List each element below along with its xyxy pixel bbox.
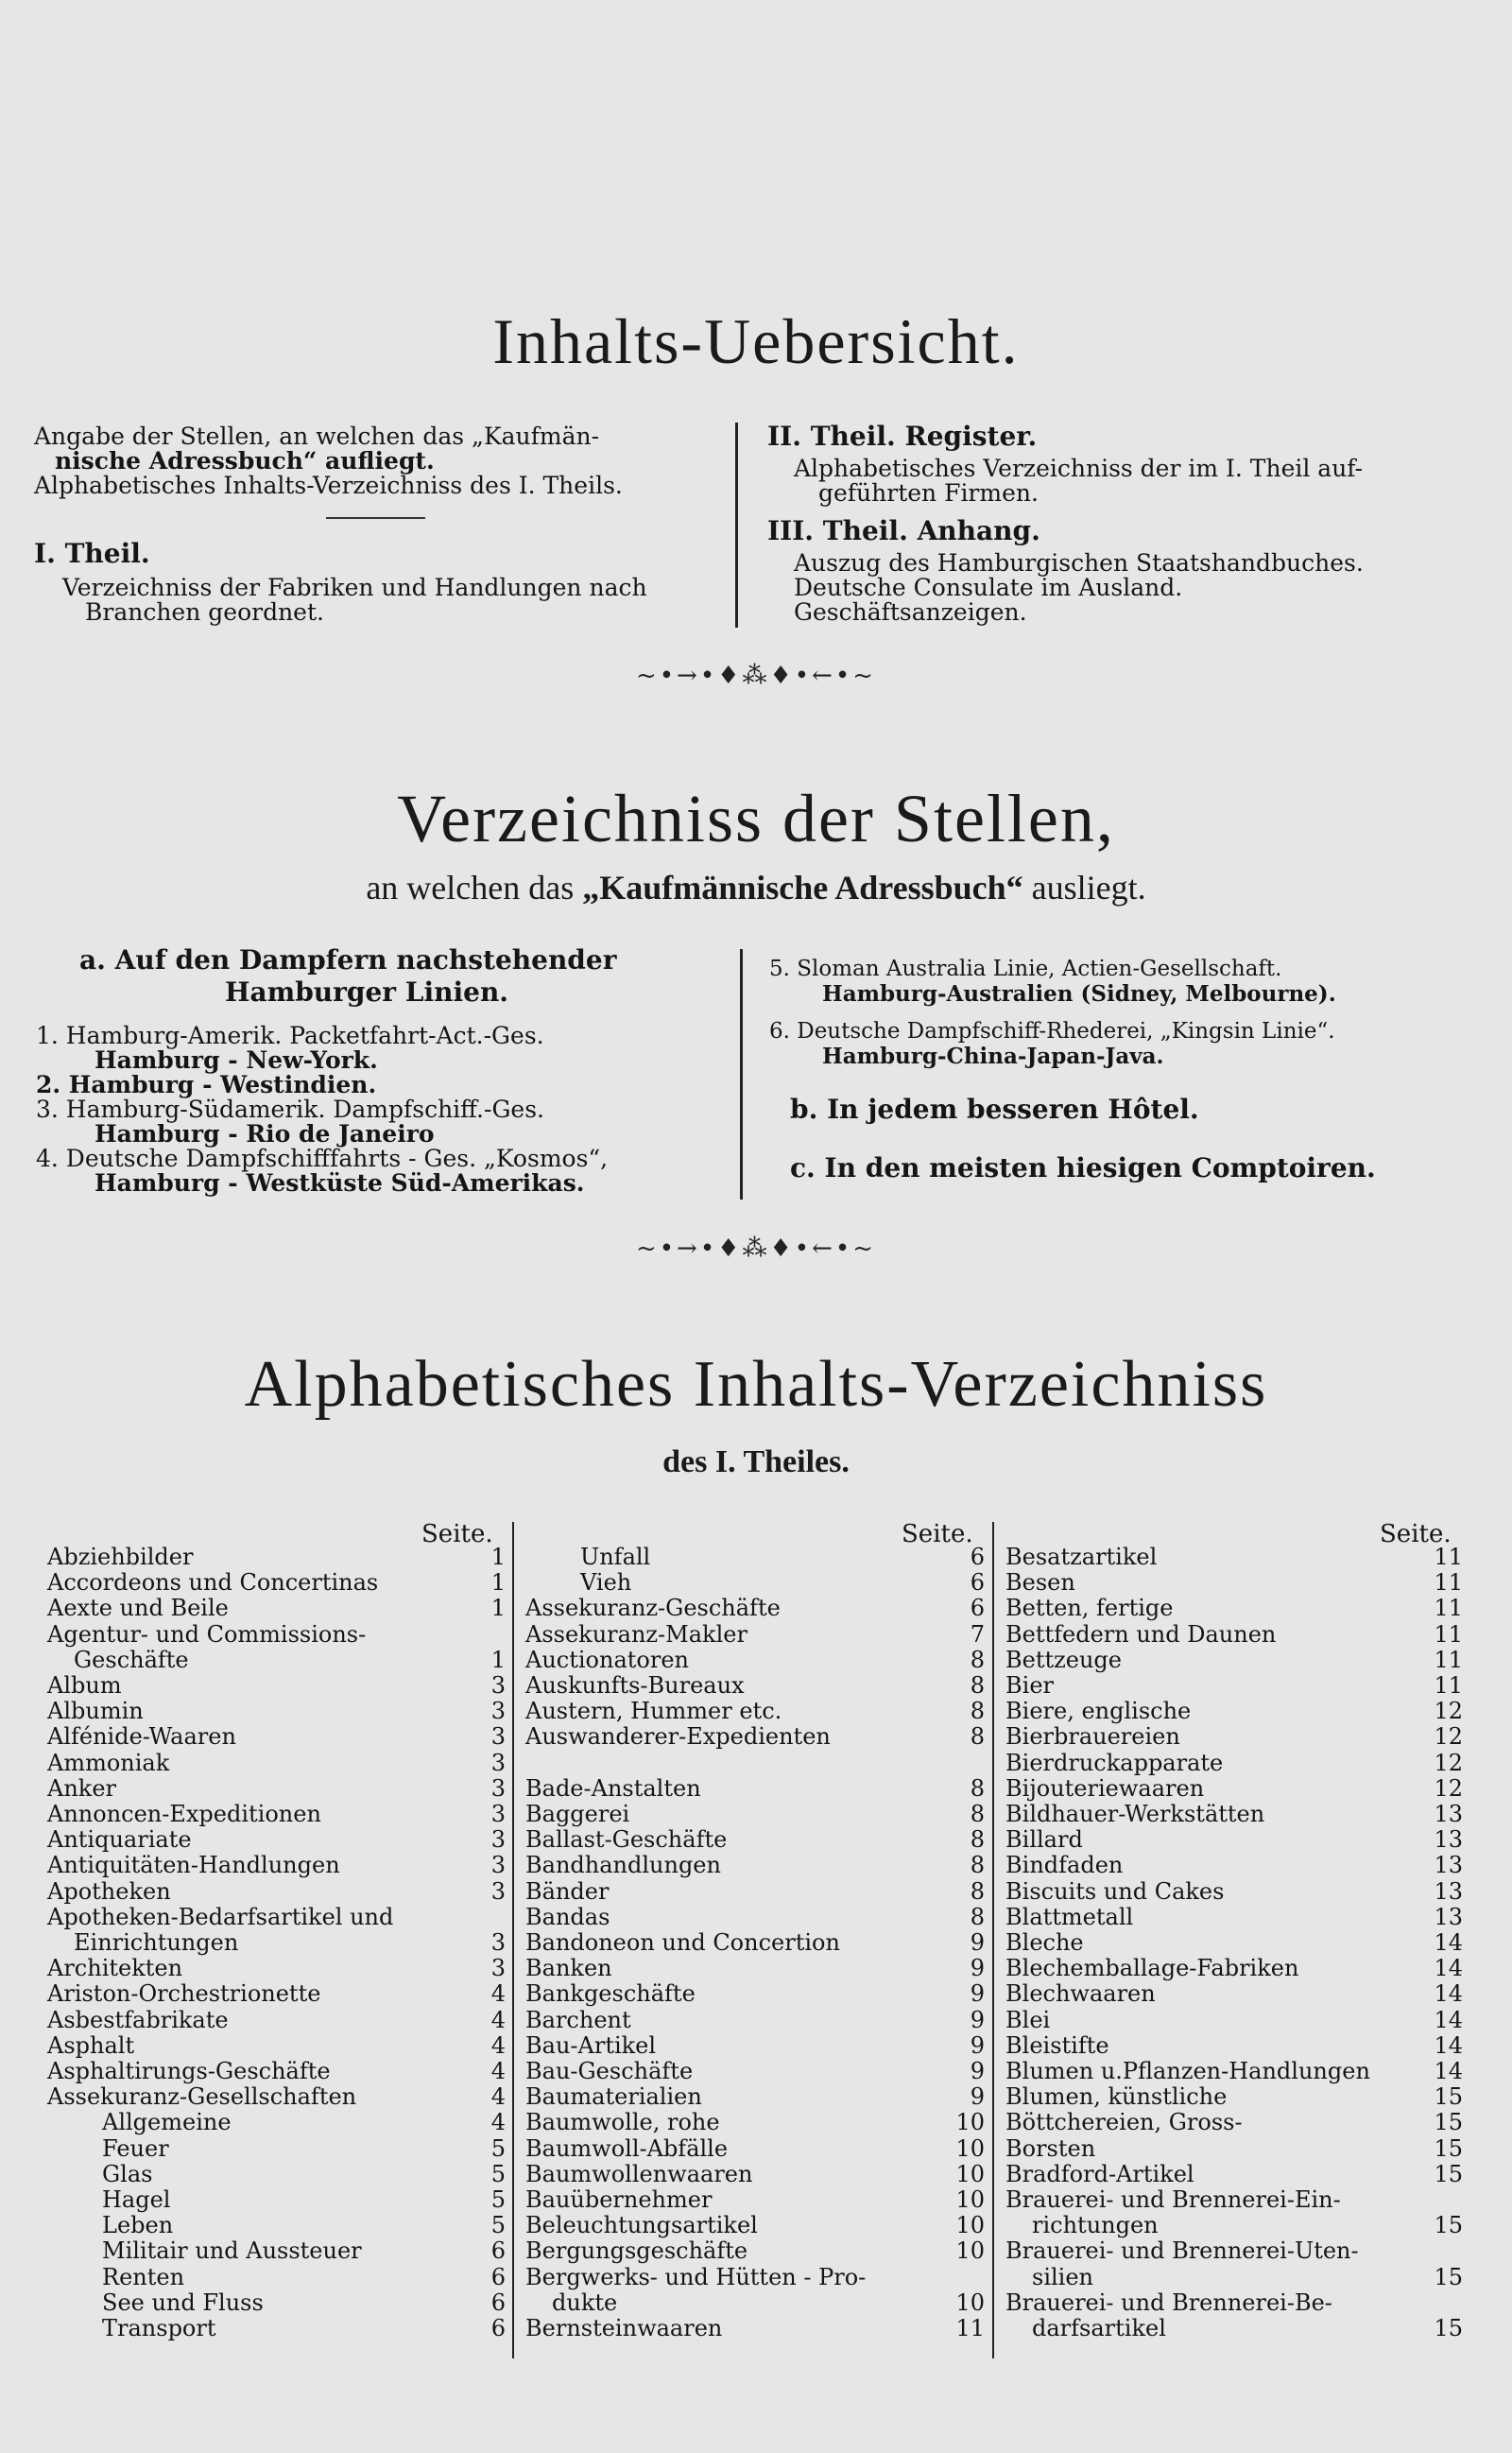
index-page-number: 9 <box>970 2058 985 2084</box>
index-page-number: 5 <box>490 2135 506 2162</box>
index-page-number: 14 <box>1434 1980 1463 2007</box>
teil2-desc-1: Alphabetisches Verzeichniss der im I. Theil auf- <box>794 455 1364 482</box>
index-entry: Anker <box>47 1775 117 1802</box>
index-entry: Barchent <box>525 2007 631 2033</box>
index-entry: Ammoniak <box>47 1750 170 1776</box>
index-page-number: 3 <box>490 1775 506 1802</box>
index-entry: dukte <box>552 2289 618 2316</box>
teil3-desc-1: Auszug des Hamburgischen Staatshandbuches. <box>794 549 1364 577</box>
index-page-number: 7 <box>970 1621 985 1648</box>
index-entry: Glas <box>102 2161 153 2187</box>
index-page-number: 15 <box>1434 2161 1463 2187</box>
column-rule <box>512 1522 514 2358</box>
index-entry: Baumaterialien <box>525 2083 702 2110</box>
index-page-number: 6 <box>970 1544 985 1570</box>
seite-header: Seite. <box>421 1520 493 1548</box>
index-page-number: 3 <box>490 1826 506 1853</box>
index-page-number: 3 <box>490 1955 506 1981</box>
ueb-left-line3: Alphabetisches Inhalts-Verzeichniss des I. Theils. <box>34 472 623 499</box>
index-page-number: 1 <box>490 1544 506 1570</box>
index-page-number: 10 <box>955 2109 985 2135</box>
index-page-number: 3 <box>490 1852 506 1878</box>
seite-header: Seite. <box>902 1520 973 1548</box>
ornament-divider: ~•→•♦⁂♦•←•~ <box>635 662 877 690</box>
index-entry: Baggerei <box>525 1801 630 1827</box>
index-entry: Ballast-Geschäfte <box>525 1826 728 1853</box>
index-entry: Bleistifte <box>1005 2032 1109 2059</box>
index-entry: Billard <box>1005 1826 1083 1853</box>
index-entry: Renten <box>102 2264 185 2290</box>
index-page-number: 8 <box>970 1852 985 1878</box>
index-entry: Bandhandlungen <box>525 1852 721 1878</box>
index-entry: Baumwolle, rohe <box>525 2109 720 2135</box>
subtitle-bold: „Kaufmännische Adressbuch“ <box>582 869 1023 907</box>
index-page-number: 11 <box>1434 1672 1463 1699</box>
index-page-number: 8 <box>970 1801 985 1827</box>
index-entry: Feuer <box>102 2135 169 2162</box>
index-entry: Baumwoll-Abfälle <box>525 2135 729 2162</box>
stellen-item: Hamburg-Australien (Sidney, Melbourne). <box>822 981 1336 1007</box>
index-page-number: 3 <box>490 1672 506 1699</box>
index-entry: Alfénide-Waaren <box>47 1723 236 1750</box>
index-page-number: 10 <box>955 2135 985 2162</box>
index-page-number: 6 <box>490 2315 506 2341</box>
index-entry: Beleuchtungsartikel <box>525 2212 758 2238</box>
index-entry: Bandoneon und Concertion <box>525 1929 840 1956</box>
index-entry: Bernsteinwaaren <box>525 2315 723 2341</box>
index-page-number: 10 <box>955 2212 985 2238</box>
divider <box>326 517 425 519</box>
index-entry: Allgemeine <box>102 2109 232 2135</box>
stellen-subtitle <box>0 868 1512 907</box>
index-entry: Austern, Hummer etc. <box>525 1698 782 1724</box>
index-page-number: 5 <box>490 2161 506 2187</box>
index-page-number: 11 <box>955 2315 985 2341</box>
index-entry: Bergwerks- und Hütten - Pro- <box>525 2264 867 2290</box>
stellen-item: 1. Hamburg-Amerik. Packetfahrt-Act.-Ges. <box>36 1022 544 1049</box>
stellen-item: 2. Hamburg - Westindien. <box>36 1071 377 1098</box>
index-page-number: 4 <box>490 1980 506 2007</box>
index-entry: Blei <box>1005 2007 1051 2033</box>
index-entry: Blumen, künstliche <box>1005 2083 1228 2110</box>
index-page-number: 13 <box>1434 1904 1463 1930</box>
index-entry: See und Fluss <box>102 2289 264 2316</box>
index-page-number: 15 <box>1434 2083 1463 2110</box>
stellen-item: 6. Deutsche Dampfschiff-Rhederei, „Kingsin Linie“. <box>769 1019 1335 1044</box>
index-page-number: 8 <box>970 1878 985 1905</box>
index-page-number: 9 <box>970 2007 985 2033</box>
index-entry: Leben <box>102 2212 174 2238</box>
index-page-number: 14 <box>1434 1929 1463 1956</box>
index-page-number: 3 <box>490 1929 506 1956</box>
index-page-number: 11 <box>1434 1595 1463 1621</box>
index-entry: Auswanderer-Expedienten <box>525 1723 831 1750</box>
index-entry: Geschäfte <box>74 1647 189 1673</box>
index-entry: Asphaltirungs-Geschäfte <box>47 2058 331 2084</box>
index-entry: Brauerei- und Brennerei-Uten- <box>1005 2237 1359 2264</box>
index-page-number: 4 <box>490 2007 506 2033</box>
index-entry: Bettfedern und Daunen <box>1005 1621 1277 1648</box>
index-page-number: 3 <box>490 1698 506 1724</box>
index-page-number: 15 <box>1434 2135 1463 2162</box>
index-entry: Asbestfabrikate <box>47 2007 229 2033</box>
index-page-number: 13 <box>1434 1801 1463 1827</box>
index-entry: Auskunfts-Bureaux <box>525 1672 745 1699</box>
index-entry: Bleche <box>1005 1929 1084 1956</box>
index-entry: Blechemballage-Fabriken <box>1005 1955 1299 1981</box>
index-page-number: 8 <box>970 1647 985 1673</box>
ueb-left-line1: Angabe der Stellen, an welchen das „Kaufmän- <box>34 423 600 450</box>
index-entry: Accordeons und Concertinas <box>47 1569 379 1596</box>
index-entry: Bauübernehmer <box>525 2186 713 2213</box>
index-page-number: 1 <box>490 1569 506 1596</box>
index-entry: Blumen u.Pflanzen-Handlungen <box>1005 2058 1370 2084</box>
index-entry: Asphalt <box>47 2032 135 2059</box>
index-page-number: 11 <box>1434 1621 1463 1648</box>
index-page-number: 11 <box>1434 1544 1463 1570</box>
teil1-desc-1: Verzeichniss der Fabriken und Handlungen nach <box>62 574 647 601</box>
index-entry: Unfall <box>580 1544 651 1570</box>
index-entry: Brauerei- und Brennerei-Be- <box>1005 2289 1332 2316</box>
index-entry: Betten, fertige <box>1005 1595 1174 1621</box>
index-entry: Bergungsgeschäfte <box>525 2237 748 2264</box>
index-page-number: 12 <box>1434 1775 1463 1802</box>
index-entry: Bradford-Artikel <box>1005 2161 1194 2187</box>
stellen-item: Hamburg - Westküste Süd-Amerikas. <box>94 1169 585 1197</box>
index-page-number: 9 <box>970 1955 985 1981</box>
index-page-number: 6 <box>490 2237 506 2264</box>
index-page-number: 8 <box>970 1826 985 1853</box>
title-inhalts-uebersicht: Inhalts-Uebersicht. <box>492 305 1020 377</box>
alpha-subtitle: des I. Theiles. <box>662 1444 850 1479</box>
index-entry: Assekuranz-Makler <box>525 1621 747 1648</box>
stellen-a-heading-1: a. Auf den Dampfern nachstehender <box>79 944 617 976</box>
index-entry: Besatzartikel <box>1005 1544 1158 1570</box>
index-page-number: 14 <box>1434 1955 1463 1981</box>
column-rule <box>740 949 743 1200</box>
stellen-item: 4. Deutsche Dampfschifffahrts - Ges. „Kosmos“, <box>36 1145 609 1172</box>
title-alphabetisches-verzeichniss: Alphabetisches Inhalts-Verzeichniss <box>244 1348 1268 1421</box>
index-entry: Militair und Aussteuer <box>102 2237 362 2264</box>
seite-header: Seite. <box>1380 1520 1452 1548</box>
index-entry: Bänder <box>525 1878 610 1905</box>
index-entry: Antiquariate <box>47 1826 192 1853</box>
index-page-number: 13 <box>1434 1878 1463 1905</box>
title-verzeichniss-stellen: Verzeichniss der Stellen, <box>397 781 1115 856</box>
teil3-heading: III. Theil. Anhang. <box>767 515 1040 546</box>
subtitle-pre: an welchen das <box>366 869 583 907</box>
teil2-desc-2: geführten Firmen. <box>818 479 1039 507</box>
column-rule <box>992 1522 994 2358</box>
index-entry: Vieh <box>580 1569 632 1596</box>
teil1-desc-2: Branchen geordnet. <box>85 598 324 626</box>
index-page-number: 14 <box>1434 2007 1463 2033</box>
column-rule <box>735 423 738 628</box>
index-page-number: 15 <box>1434 2264 1463 2290</box>
index-entry: Hagel <box>102 2186 171 2213</box>
ueb-left-line2: nische Adressbuch“ aufliegt. <box>55 447 435 475</box>
index-entry: Assekuranz-Geschäfte <box>525 1595 781 1621</box>
index-entry: Bankgeschäfte <box>525 1980 696 2007</box>
index-page-number: 10 <box>955 2289 985 2316</box>
index-page-number: 10 <box>955 2186 985 2213</box>
index-page-number: 13 <box>1434 1852 1463 1878</box>
index-page-number: 10 <box>955 2161 985 2187</box>
index-entry: Abziehbilder <box>47 1544 194 1570</box>
teil3-desc-3: Geschäftsanzeigen. <box>794 598 1027 626</box>
index-entry: Bierbrauereien <box>1005 1723 1180 1750</box>
index-page-number: 9 <box>970 1980 985 2007</box>
index-entry: Borsten <box>1005 2135 1096 2162</box>
stellen-item: Hamburg - Rio de Janeiro <box>94 1120 435 1148</box>
stellen-c: c. In den meisten hiesigen Comptoiren. <box>790 1152 1376 1183</box>
index-entry: Assekuranz-Gesellschaften <box>47 2083 357 2110</box>
index-entry: Aexte und Beile <box>47 1595 229 1621</box>
index-page-number: 15 <box>1434 2315 1463 2341</box>
index-entry: Apotheken-Bedarfsartikel und <box>47 1904 394 1930</box>
index-page-number: 11 <box>1434 1647 1463 1673</box>
index-entry: Annoncen-Expeditionen <box>47 1801 321 1827</box>
index-page-number: 12 <box>1434 1750 1463 1776</box>
index-page-number: 10 <box>955 2237 985 2264</box>
index-entry: Böttchereien, Gross- <box>1005 2109 1243 2135</box>
ornament-divider: ~•→•♦⁂♦•←•~ <box>635 1235 877 1263</box>
index-entry: Biere, englische <box>1005 1698 1192 1724</box>
index-page-number: 3 <box>490 1750 506 1776</box>
index-page-number: 8 <box>970 1698 985 1724</box>
index-page-number: 4 <box>490 2083 506 2110</box>
index-entry: Bindfaden <box>1005 1852 1124 1878</box>
index-page-number: 9 <box>970 2083 985 2110</box>
index-entry: Brauerei- und Brennerei-Ein- <box>1005 2186 1341 2213</box>
index-page-number: 12 <box>1434 1723 1463 1750</box>
index-page-number: 1 <box>490 1595 506 1621</box>
teil2-heading: II. Theil. Register. <box>767 421 1038 452</box>
index-page-number: 6 <box>490 2264 506 2290</box>
index-page-number: 3 <box>490 1801 506 1827</box>
stellen-item: Hamburg-China-Japan-Java. <box>822 1044 1164 1069</box>
teil3-desc-2: Deutsche Consulate im Ausland. <box>794 574 1183 601</box>
index-entry: Bier <box>1005 1672 1054 1699</box>
teil1-heading: I. Theil. <box>34 538 150 569</box>
index-entry: Einrichtungen <box>74 1929 239 1956</box>
index-entry: Bau-Artikel <box>525 2032 657 2059</box>
index-entry: Apotheken <box>47 1878 171 1905</box>
index-entry: Agentur- und Commissions- <box>47 1621 367 1648</box>
index-entry: Baumwollenwaaren <box>525 2161 753 2187</box>
index-page-number: 3 <box>490 1723 506 1750</box>
index-page-number: 14 <box>1434 2058 1463 2084</box>
index-page-number: 4 <box>490 2058 506 2084</box>
index-page-number: 9 <box>970 2032 985 2059</box>
index-page-number: 8 <box>970 1904 985 1930</box>
index-page-number: 8 <box>970 1672 985 1699</box>
index-entry: Bierdruckapparate <box>1005 1750 1224 1776</box>
stellen-item: 3. Hamburg-Südamerik. Dampfschiff.-Ges. <box>36 1096 544 1123</box>
index-page-number: 15 <box>1434 2109 1463 2135</box>
index-page-number: 6 <box>970 1595 985 1621</box>
index-entry: Auctionatoren <box>525 1647 689 1673</box>
index-page-number: 4 <box>490 2109 506 2135</box>
index-entry: Banken <box>525 1955 612 1981</box>
index-page-number: 13 <box>1434 1826 1463 1853</box>
index-entry: Architekten <box>47 1955 183 1981</box>
index-entry: Bettzeuge <box>1005 1647 1122 1673</box>
stellen-b: b. In jedem besseren Hôtel. <box>790 1094 1199 1125</box>
index-entry: Transport <box>102 2315 216 2341</box>
index-entry: Blechwaaren <box>1005 1980 1156 2007</box>
stellen-item: 5. Sloman Australia Linie, Actien-Gesellschaft. <box>769 957 1282 981</box>
stellen-item: Hamburg - New-York. <box>94 1046 378 1074</box>
index-page-number: 8 <box>970 1723 985 1750</box>
index-entry: Bau-Geschäfte <box>525 2058 694 2084</box>
index-page-number: 12 <box>1434 1698 1463 1724</box>
index-page-number: 8 <box>970 1775 985 1802</box>
index-page-number: 5 <box>490 2186 506 2213</box>
index-entry: Bildhauer-Werkstätten <box>1005 1801 1265 1827</box>
index-entry: Bijouteriewaaren <box>1005 1775 1205 1802</box>
index-entry: darfsartikel <box>1032 2315 1166 2341</box>
index-page-number: 6 <box>490 2289 506 2316</box>
index-entry: Bandas <box>525 1904 610 1930</box>
index-entry: Album <box>47 1672 122 1699</box>
index-page-number: 11 <box>1434 1569 1463 1596</box>
index-page-number: 1 <box>490 1647 506 1673</box>
index-entry: richtungen <box>1032 2212 1159 2238</box>
index-page-number: 3 <box>490 1878 506 1905</box>
index-entry: Besen <box>1005 1569 1075 1596</box>
index-entry: Blattmetall <box>1005 1904 1134 1930</box>
index-entry: Ariston-Orchestrionette <box>47 1980 321 2007</box>
index-page-number: 14 <box>1434 2032 1463 2059</box>
index-entry: Antiquitäten-Handlungen <box>47 1852 340 1878</box>
index-page-number: 4 <box>490 2032 506 2059</box>
index-entry: Bade-Anstalten <box>525 1775 701 1802</box>
index-page-number: 9 <box>970 1929 985 1956</box>
subtitle-post: ausliegt. <box>1022 869 1146 907</box>
stellen-a-heading-2: Hamburger Linien. <box>225 976 509 1008</box>
index-page-number: 15 <box>1434 2212 1463 2238</box>
index-entry: Albumin <box>47 1698 144 1724</box>
index-page-number: 5 <box>490 2212 506 2238</box>
index-page-number: 6 <box>970 1569 985 1596</box>
index-entry: Biscuits und Cakes <box>1005 1878 1225 1905</box>
index-entry: silien <box>1032 2264 1094 2290</box>
